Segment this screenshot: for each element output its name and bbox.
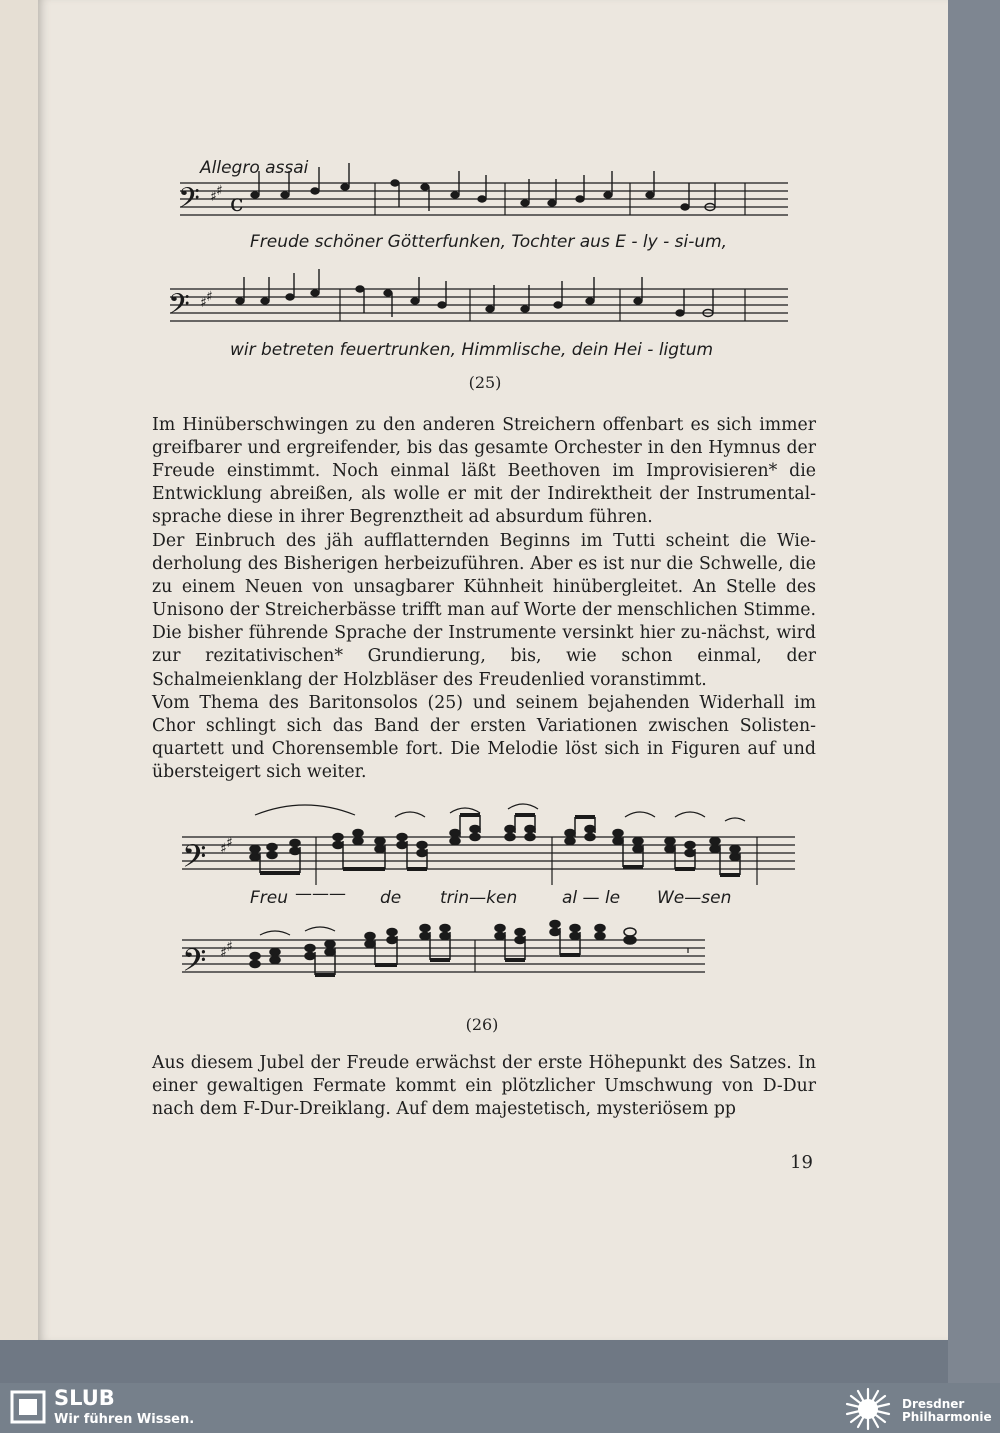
- partner-line-2: Philharmonie: [902, 1410, 992, 1424]
- philharmonie-logo-icon: [842, 1386, 894, 1432]
- svg-text:———: ———: [295, 884, 346, 904]
- paragraph-1: Im Hinüberschwingen zu den anderen Streichern offenbart es sich immer greifbarer und ergreifender, bis das gesamte Orchester in den Hymnus der Freude einstimmt. Noch einmal läßt Beethoven im Improvisieren* die Entwicklung abreißen, als wolle er mit der Indirektheit der Instrumental-sprache diese in ihrer Begrenztheit ad absurdum führen.: [152, 415, 816, 528]
- svg-text:♯: ♯: [226, 939, 233, 955]
- lyric-alle: al — le: [562, 888, 621, 908]
- svg-text:♯: ♯: [200, 295, 207, 311]
- svg-text:♯: ♯: [226, 835, 233, 851]
- lyric-wesen: We—sen: [657, 888, 732, 908]
- svg-text:♯: ♯: [220, 841, 227, 857]
- page-number: 19: [790, 1152, 813, 1173]
- paragraph-2: Der Einbruch des jäh aufflatternden Beginns im Tutti scheint die Wie-derholung des Bisherigen herbeizuführen. Aber es ist nur die Schwelle, die zu einem Neuen von unsagbarer Kühnheit hinübergleitet. An Stelle des Unisono der Streicherbässe trifft man auf Worte der menschlichen Stimme. Die bisher führende Sprache der Instrumente versinkt hier zu-nächst, wird zur rezitativischen* Grundierung, bis, wie schon einmal, der Schalmeienklang der Holzbläser des Freudenlied voranstimmt.: [152, 531, 816, 690]
- svg-text:♯: ♯: [210, 189, 217, 205]
- svg-text:♯: ♯: [220, 945, 227, 961]
- music-example-25: [160, 155, 800, 365]
- music-example-26: [170, 795, 810, 995]
- left-page-edge: [0, 0, 38, 1340]
- slub-logo-icon: [10, 1390, 46, 1424]
- scan-right-margin: [948, 0, 1000, 1383]
- library-tagline: Wir führen Wissen.: [54, 1412, 195, 1427]
- partner-name: [902, 1398, 992, 1424]
- bass-clef-icon: 𝄢: [182, 942, 207, 986]
- lyric-freu: Freu: [250, 888, 289, 908]
- paragraph-3: Vom Thema des Baritonsolos (25) und seinem bejahenden Widerhall im Chor schlingt sich das Band der ersten Variationen zwischen Solisten-quartett und Chorensemble fort. Die Melodie löst sich in Figuren auf und übersteigert sich weiter.: [152, 693, 816, 783]
- svg-text:♯: ♯: [206, 289, 213, 305]
- bass-clef-icon: 𝄢: [182, 838, 207, 882]
- tempo-marking: Allegro assai: [200, 158, 309, 178]
- svg-text:♯: ♯: [216, 183, 223, 199]
- lyrics-line-2: wir betreten feuertrunken, Himmlische, dein Hei - ligtum: [230, 340, 714, 360]
- svg-text:c: c: [230, 189, 244, 217]
- caption-25: (25): [468, 373, 502, 392]
- bass-clef-icon: 𝄢: [178, 182, 200, 222]
- caption-26: (26): [465, 1015, 499, 1034]
- paragraph-4: Aus diesem Jubel der Freude erwächst der erste Höhepunkt des Satzes. In einer gewaltigen Fermate kommt ein plötzlicher Umschwung von D-Dur nach dem F-Dur-Dreiklang. Auf dem majestetisch, mysteriösem pp: [152, 1053, 816, 1120]
- lyrics-line-1: Freude schöner Götterfunken, Tochter aus E - ly - si-um,: [250, 232, 728, 252]
- partner-line-1: Dresdner: [902, 1397, 965, 1411]
- lyric-de: de: [380, 888, 402, 908]
- library-name: SLUB: [54, 1386, 115, 1410]
- bass-clef-icon: 𝄢: [168, 288, 190, 328]
- lyric-trinken: trin—ken: [440, 888, 518, 908]
